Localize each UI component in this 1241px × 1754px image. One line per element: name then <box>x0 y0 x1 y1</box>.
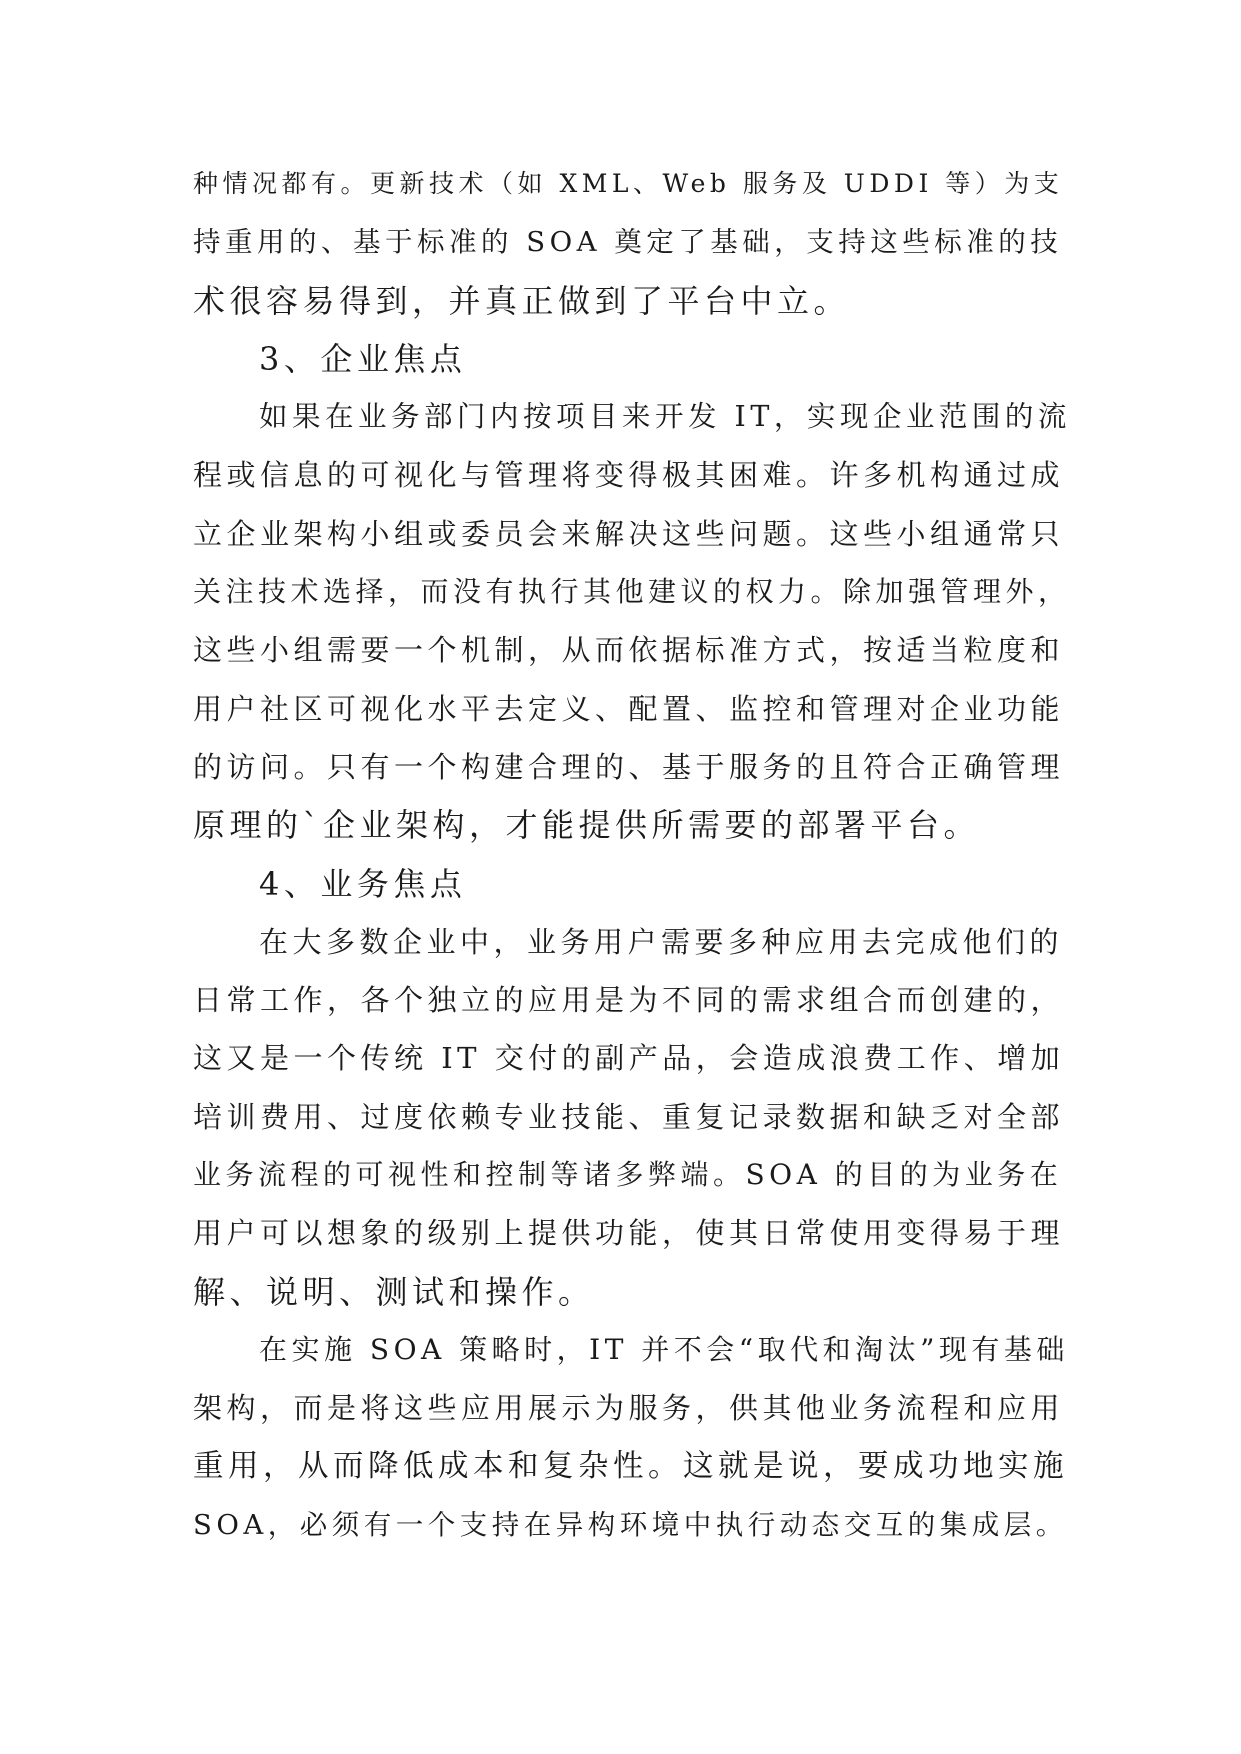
text-line: 的访问。只有一个构建合理的、基于服务的且符合正确管理 <box>193 749 1065 784</box>
text-line: 持重用的、基于标准的 SOA 奠定了基础，支持这些标准的技 <box>193 226 1063 259</box>
text-line: 在实施 SOA 策略时，IT 并不会“取代和淘汰”现有基础 <box>259 1332 1069 1366</box>
text-line: 4、业务焦点 <box>259 864 467 903</box>
text-line: 重用，从而降低成本和复杂性。这就是说，要成功地实施 <box>193 1448 1068 1484</box>
text-line: 术很容易得到，并真正做到了平台中立。 <box>193 281 851 320</box>
text-line: 解、说明、测试和操作。 <box>193 1272 595 1311</box>
text-line: 关注技术选择，而没有执行其他建议的权力。除加强管理外， <box>193 575 1071 609</box>
text-line: 立企业架构小组或委员会来解决这些问题。这些小组通常只 <box>193 516 1065 551</box>
document-body <box>193 155 1073 1554</box>
text-line: 日常工作，各个独立的应用是为不同的需求组合而创建的， <box>193 983 1065 1018</box>
text-line: 原理的`企业架构，才能提供所需要的部署平台。 <box>193 806 981 845</box>
text-line: 这些小组需要一个机制，从而依据标准方式，按适当粒度和 <box>193 633 1065 668</box>
text-line: 在大多数企业中，业务用户需要多种应用去完成他们的 <box>259 924 1064 959</box>
text-line: 用户社区可视化水平去定义、配置、监控和管理对企业功能 <box>193 691 1065 726</box>
text-line: 程或信息的可视化与管理将变得极其困难。许多机构通过成 <box>193 458 1065 493</box>
text-line: 种情况都有。更新技术（如 XML、Web 服务及 UDDI 等）为支 <box>193 169 1064 198</box>
text-line: 3、企业焦点 <box>259 339 467 378</box>
text-line: 架构，而是将这些应用展示为服务，供其他业务流程和应用 <box>193 1391 1065 1426</box>
text-line: 用户可以想象的级别上提供功能，使其日常使用变得易于理 <box>193 1216 1065 1251</box>
text-line: 这又是一个传统 IT 交付的副产品，会造成浪费工作、增加 <box>193 1041 1065 1076</box>
text-line: 如果在业务部门内按项目来开发 IT，实现企业范围的流 <box>259 400 1071 434</box>
text-line: 培训费用、过度依赖专业技能、重复记录数据和缺乏对全部 <box>193 1099 1065 1134</box>
text-line: 业务流程的可视性和控制等诸多弊端。SOA 的目的为业务在 <box>193 1158 1063 1192</box>
text-line: SOA，必须有一个支持在异构环境中执行动态交互的集成层。 <box>193 1508 1068 1541</box>
